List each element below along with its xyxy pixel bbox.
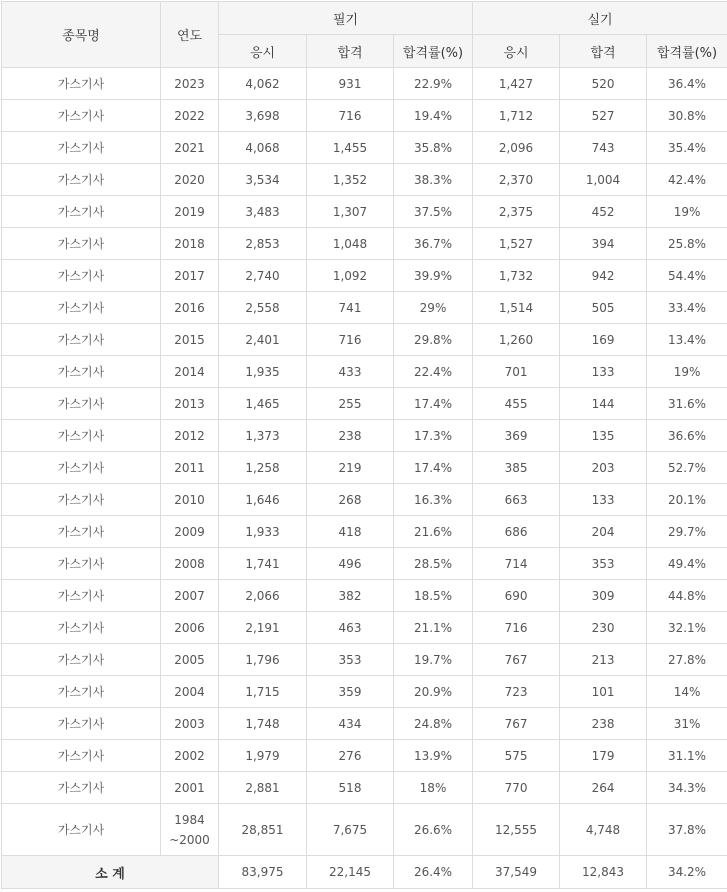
written-rate-cell: 29%	[394, 292, 473, 324]
header-row-top	[2, 2, 727, 35]
written-rate-cell: 19.7%	[394, 644, 473, 676]
practical-rate-cell: 31.1%	[647, 740, 727, 772]
written-applicants-cell: 1,465	[219, 388, 307, 420]
year-cell: 2003	[161, 708, 219, 740]
subject-cell: 가스기사	[2, 132, 161, 164]
year-cell: 2018	[161, 228, 219, 260]
written-passed-cell: 382	[307, 580, 394, 612]
practical-applicants-cell: 1,732	[473, 260, 560, 292]
written-rate-cell: 13.9%	[394, 740, 473, 772]
written-applicants-cell: 1,796	[219, 644, 307, 676]
practical-rate-cell: 19%	[647, 356, 727, 388]
written-applicants-cell: 1,741	[219, 548, 307, 580]
practical-applicants-cell: 767	[473, 708, 560, 740]
written-applicants-cell: 1,373	[219, 420, 307, 452]
written-rate-cell: 16.3%	[394, 484, 473, 516]
practical-rate-cell: 44.8%	[647, 580, 727, 612]
table-row	[2, 196, 727, 228]
practical-rate-cell: 14%	[647, 676, 727, 708]
written-applicants-cell: 2,740	[219, 260, 307, 292]
written-passed-header: 합격	[307, 35, 394, 68]
subject-cell: 가스기사	[2, 484, 161, 516]
written-applicants-cell: 2,401	[219, 324, 307, 356]
subject-cell: 가스기사	[2, 164, 161, 196]
written-rate-header: 합격률(%)	[394, 35, 473, 68]
practical-passed-cell: 452	[560, 196, 647, 228]
written-applicants-cell: 2,881	[219, 772, 307, 804]
table-row	[2, 324, 727, 356]
subject-cell: 가스기사	[2, 804, 161, 856]
practical-rate-cell: 36.6%	[647, 420, 727, 452]
total-written-applicants: 83,975	[219, 856, 307, 889]
subject-cell: 가스기사	[2, 356, 161, 388]
written-passed-cell: 1,352	[307, 164, 394, 196]
year-cell: 2020	[161, 164, 219, 196]
written-rate-cell: 35.8%	[394, 132, 473, 164]
practical-passed-header: 합격	[560, 35, 647, 68]
practical-rate-cell: 32.1%	[647, 612, 727, 644]
table-row	[2, 260, 727, 292]
written-header: 필기	[219, 2, 473, 35]
table-row	[2, 804, 727, 856]
table-row	[2, 388, 727, 420]
written-rate-cell: 26.6%	[394, 804, 473, 856]
written-rate-cell: 18.5%	[394, 580, 473, 612]
pass-rate-table	[1, 1, 727, 889]
subject-cell: 가스기사	[2, 612, 161, 644]
subject-cell: 가스기사	[2, 228, 161, 260]
written-applicants-cell: 1,715	[219, 676, 307, 708]
practical-rate-cell: 27.8%	[647, 644, 727, 676]
practical-applicants-cell: 770	[473, 772, 560, 804]
total-label: 소 계	[2, 856, 219, 889]
table-row	[2, 644, 727, 676]
practical-rate-cell: 52.7%	[647, 452, 727, 484]
practical-rate-cell: 33.4%	[647, 292, 727, 324]
table-row	[2, 132, 727, 164]
practical-passed-cell: 133	[560, 356, 647, 388]
written-passed-cell: 931	[307, 68, 394, 100]
written-passed-cell: 433	[307, 356, 394, 388]
year-cell: 2007	[161, 580, 219, 612]
year-cell: 2015	[161, 324, 219, 356]
written-rate-cell: 17.4%	[394, 388, 473, 420]
practical-applicants-cell: 714	[473, 548, 560, 580]
practical-passed-cell: 169	[560, 324, 647, 356]
year-cell: 2010	[161, 484, 219, 516]
year-cell: 2005	[161, 644, 219, 676]
subject-cell: 가스기사	[2, 260, 161, 292]
practical-applicants-cell: 686	[473, 516, 560, 548]
practical-rate-cell: 34.3%	[647, 772, 727, 804]
year-cell: 2016	[161, 292, 219, 324]
total-written-rate: 26.4%	[394, 856, 473, 889]
subject-cell: 가스기사	[2, 708, 161, 740]
written-passed-cell: 268	[307, 484, 394, 516]
practical-passed-cell: 101	[560, 676, 647, 708]
written-passed-cell: 463	[307, 612, 394, 644]
table-row	[2, 68, 727, 100]
subject-cell: 가스기사	[2, 100, 161, 132]
practical-passed-cell: 527	[560, 100, 647, 132]
practical-rate-cell: 29.7%	[647, 516, 727, 548]
written-passed-cell: 353	[307, 644, 394, 676]
practical-rate-cell: 20.1%	[647, 484, 727, 516]
written-passed-cell: 418	[307, 516, 394, 548]
practical-applicants-cell: 575	[473, 740, 560, 772]
practical-passed-cell: 203	[560, 452, 647, 484]
written-rate-cell: 18%	[394, 772, 473, 804]
practical-rate-cell: 42.4%	[647, 164, 727, 196]
table-row	[2, 100, 727, 132]
table-row	[2, 580, 727, 612]
subject-cell: 가스기사	[2, 420, 161, 452]
written-applicants-cell: 2,853	[219, 228, 307, 260]
practical-applicants-cell: 701	[473, 356, 560, 388]
practical-passed-cell: 4,748	[560, 804, 647, 856]
practical-passed-cell: 238	[560, 708, 647, 740]
written-rate-cell: 36.7%	[394, 228, 473, 260]
table-row	[2, 484, 727, 516]
written-rate-cell: 22.4%	[394, 356, 473, 388]
practical-rate-cell: 35.4%	[647, 132, 727, 164]
written-rate-cell: 28.5%	[394, 548, 473, 580]
subject-cell: 가스기사	[2, 644, 161, 676]
subject-cell: 가스기사	[2, 580, 161, 612]
total-written-passed: 22,145	[307, 856, 394, 889]
practical-passed-cell: 144	[560, 388, 647, 420]
written-rate-cell: 17.4%	[394, 452, 473, 484]
practical-applicants-cell: 663	[473, 484, 560, 516]
subject-cell: 가스기사	[2, 740, 161, 772]
written-passed-cell: 716	[307, 324, 394, 356]
written-passed-cell: 238	[307, 420, 394, 452]
written-applicants-cell: 2,066	[219, 580, 307, 612]
practical-rate-cell: 13.4%	[647, 324, 727, 356]
practical-applicants-cell: 690	[473, 580, 560, 612]
written-applicants-cell: 3,698	[219, 100, 307, 132]
subject-cell: 가스기사	[2, 516, 161, 548]
written-applicants-cell: 1,258	[219, 452, 307, 484]
table-row	[2, 548, 727, 580]
practical-applicants-cell: 716	[473, 612, 560, 644]
practical-passed-cell: 264	[560, 772, 647, 804]
practical-passed-cell: 133	[560, 484, 647, 516]
practical-applicants-cell: 2,096	[473, 132, 560, 164]
year-cell: 2021	[161, 132, 219, 164]
written-rate-cell: 21.1%	[394, 612, 473, 644]
year-cell: 2009	[161, 516, 219, 548]
year-cell: 2008	[161, 548, 219, 580]
year-cell: 2017	[161, 260, 219, 292]
written-rate-cell: 39.9%	[394, 260, 473, 292]
practical-rate-header: 합격률(%)	[647, 35, 727, 68]
practical-applicants-cell: 1,712	[473, 100, 560, 132]
practical-applicants-cell: 12,555	[473, 804, 560, 856]
written-rate-cell: 37.5%	[394, 196, 473, 228]
practical-passed-cell: 520	[560, 68, 647, 100]
total-practical-rate: 34.2%	[647, 856, 727, 889]
subject-cell: 가스기사	[2, 676, 161, 708]
table-row	[2, 740, 727, 772]
practical-rate-cell: 30.8%	[647, 100, 727, 132]
practical-rate-cell: 49.4%	[647, 548, 727, 580]
table-row	[2, 228, 727, 260]
written-passed-cell: 1,307	[307, 196, 394, 228]
practical-rate-cell: 54.4%	[647, 260, 727, 292]
written-passed-cell: 741	[307, 292, 394, 324]
written-applicants-cell: 2,558	[219, 292, 307, 324]
written-applicants-cell: 3,483	[219, 196, 307, 228]
year-cell: 2013	[161, 388, 219, 420]
practical-passed-cell: 394	[560, 228, 647, 260]
table-row	[2, 708, 727, 740]
written-passed-cell: 434	[307, 708, 394, 740]
subject-cell: 가스기사	[2, 196, 161, 228]
practical-passed-cell: 1,004	[560, 164, 647, 196]
year-cell: 2002	[161, 740, 219, 772]
written-passed-cell: 716	[307, 100, 394, 132]
subject-cell: 가스기사	[2, 452, 161, 484]
subject-cell: 가스기사	[2, 548, 161, 580]
written-rate-cell: 24.8%	[394, 708, 473, 740]
subject-cell: 가스기사	[2, 292, 161, 324]
practical-applicants-cell: 455	[473, 388, 560, 420]
practical-passed-cell: 353	[560, 548, 647, 580]
written-passed-cell: 1,092	[307, 260, 394, 292]
subject-cell: 가스기사	[2, 68, 161, 100]
total-row	[2, 856, 727, 889]
practical-passed-cell: 505	[560, 292, 647, 324]
table-row	[2, 772, 727, 804]
table-row	[2, 356, 727, 388]
table-row	[2, 292, 727, 324]
table-row	[2, 164, 727, 196]
total-practical-applicants: 37,549	[473, 856, 560, 889]
total-practical-passed: 12,843	[560, 856, 647, 889]
subject-cell: 가스기사	[2, 324, 161, 356]
practical-rate-cell: 31.6%	[647, 388, 727, 420]
written-passed-cell: 7,675	[307, 804, 394, 856]
practical-passed-cell: 135	[560, 420, 647, 452]
year-cell: 2001	[161, 772, 219, 804]
subject-cell: 가스기사	[2, 388, 161, 420]
written-applicants-cell: 28,851	[219, 804, 307, 856]
written-rate-cell: 22.9%	[394, 68, 473, 100]
written-passed-cell: 518	[307, 772, 394, 804]
practical-applicants-cell: 2,370	[473, 164, 560, 196]
written-applicants-cell: 1,933	[219, 516, 307, 548]
practical-passed-cell: 213	[560, 644, 647, 676]
practical-applicants-cell: 1,427	[473, 68, 560, 100]
practical-rate-cell: 37.8%	[647, 804, 727, 856]
year-cell: 2023	[161, 68, 219, 100]
written-applicants-cell: 4,068	[219, 132, 307, 164]
subject-cell: 가스기사	[2, 772, 161, 804]
subject-header: 종목명	[2, 2, 161, 68]
written-applicants-cell: 1,646	[219, 484, 307, 516]
written-applicants-cell: 1,935	[219, 356, 307, 388]
written-applicants-cell: 2,191	[219, 612, 307, 644]
year-header: 연도	[161, 2, 219, 68]
written-passed-cell: 276	[307, 740, 394, 772]
year-cell: 2004	[161, 676, 219, 708]
practical-applicants-cell: 2,375	[473, 196, 560, 228]
practical-passed-cell: 230	[560, 612, 647, 644]
practical-applicants-cell: 1,527	[473, 228, 560, 260]
written-passed-cell: 1,455	[307, 132, 394, 164]
written-rate-cell: 20.9%	[394, 676, 473, 708]
practical-applicants-cell: 723	[473, 676, 560, 708]
written-rate-cell: 19.4%	[394, 100, 473, 132]
practical-passed-cell: 743	[560, 132, 647, 164]
practical-header: 실기	[473, 2, 727, 35]
written-rate-cell: 17.3%	[394, 420, 473, 452]
table-row	[2, 420, 727, 452]
year-cell: 2012	[161, 420, 219, 452]
table-body	[2, 68, 727, 856]
written-passed-cell: 219	[307, 452, 394, 484]
practical-applicants-cell: 369	[473, 420, 560, 452]
practical-applicants-cell: 385	[473, 452, 560, 484]
written-applicants-cell: 1,748	[219, 708, 307, 740]
written-passed-cell: 496	[307, 548, 394, 580]
written-applicants-header: 응시	[219, 35, 307, 68]
written-passed-cell: 359	[307, 676, 394, 708]
practical-rate-cell: 19%	[647, 196, 727, 228]
practical-rate-cell: 25.8%	[647, 228, 727, 260]
year-cell: 2022	[161, 100, 219, 132]
table-row	[2, 452, 727, 484]
written-passed-cell: 255	[307, 388, 394, 420]
year-cell: 2019	[161, 196, 219, 228]
practical-passed-cell: 204	[560, 516, 647, 548]
written-rate-cell: 21.6%	[394, 516, 473, 548]
practical-passed-cell: 942	[560, 260, 647, 292]
table-row	[2, 516, 727, 548]
practical-applicants-header: 응시	[473, 35, 560, 68]
written-applicants-cell: 4,062	[219, 68, 307, 100]
written-applicants-cell: 1,979	[219, 740, 307, 772]
year-cell: 2014	[161, 356, 219, 388]
practical-passed-cell: 179	[560, 740, 647, 772]
year-cell: 1984 ~2000	[161, 804, 219, 856]
written-passed-cell: 1,048	[307, 228, 394, 260]
written-rate-cell: 29.8%	[394, 324, 473, 356]
practical-passed-cell: 309	[560, 580, 647, 612]
table-row	[2, 612, 727, 644]
written-applicants-cell: 3,534	[219, 164, 307, 196]
practical-applicants-cell: 1,514	[473, 292, 560, 324]
practical-rate-cell: 36.4%	[647, 68, 727, 100]
year-cell: 2006	[161, 612, 219, 644]
table-row	[2, 676, 727, 708]
year-cell: 2011	[161, 452, 219, 484]
practical-applicants-cell: 1,260	[473, 324, 560, 356]
practical-rate-cell: 31%	[647, 708, 727, 740]
practical-applicants-cell: 767	[473, 644, 560, 676]
written-rate-cell: 38.3%	[394, 164, 473, 196]
